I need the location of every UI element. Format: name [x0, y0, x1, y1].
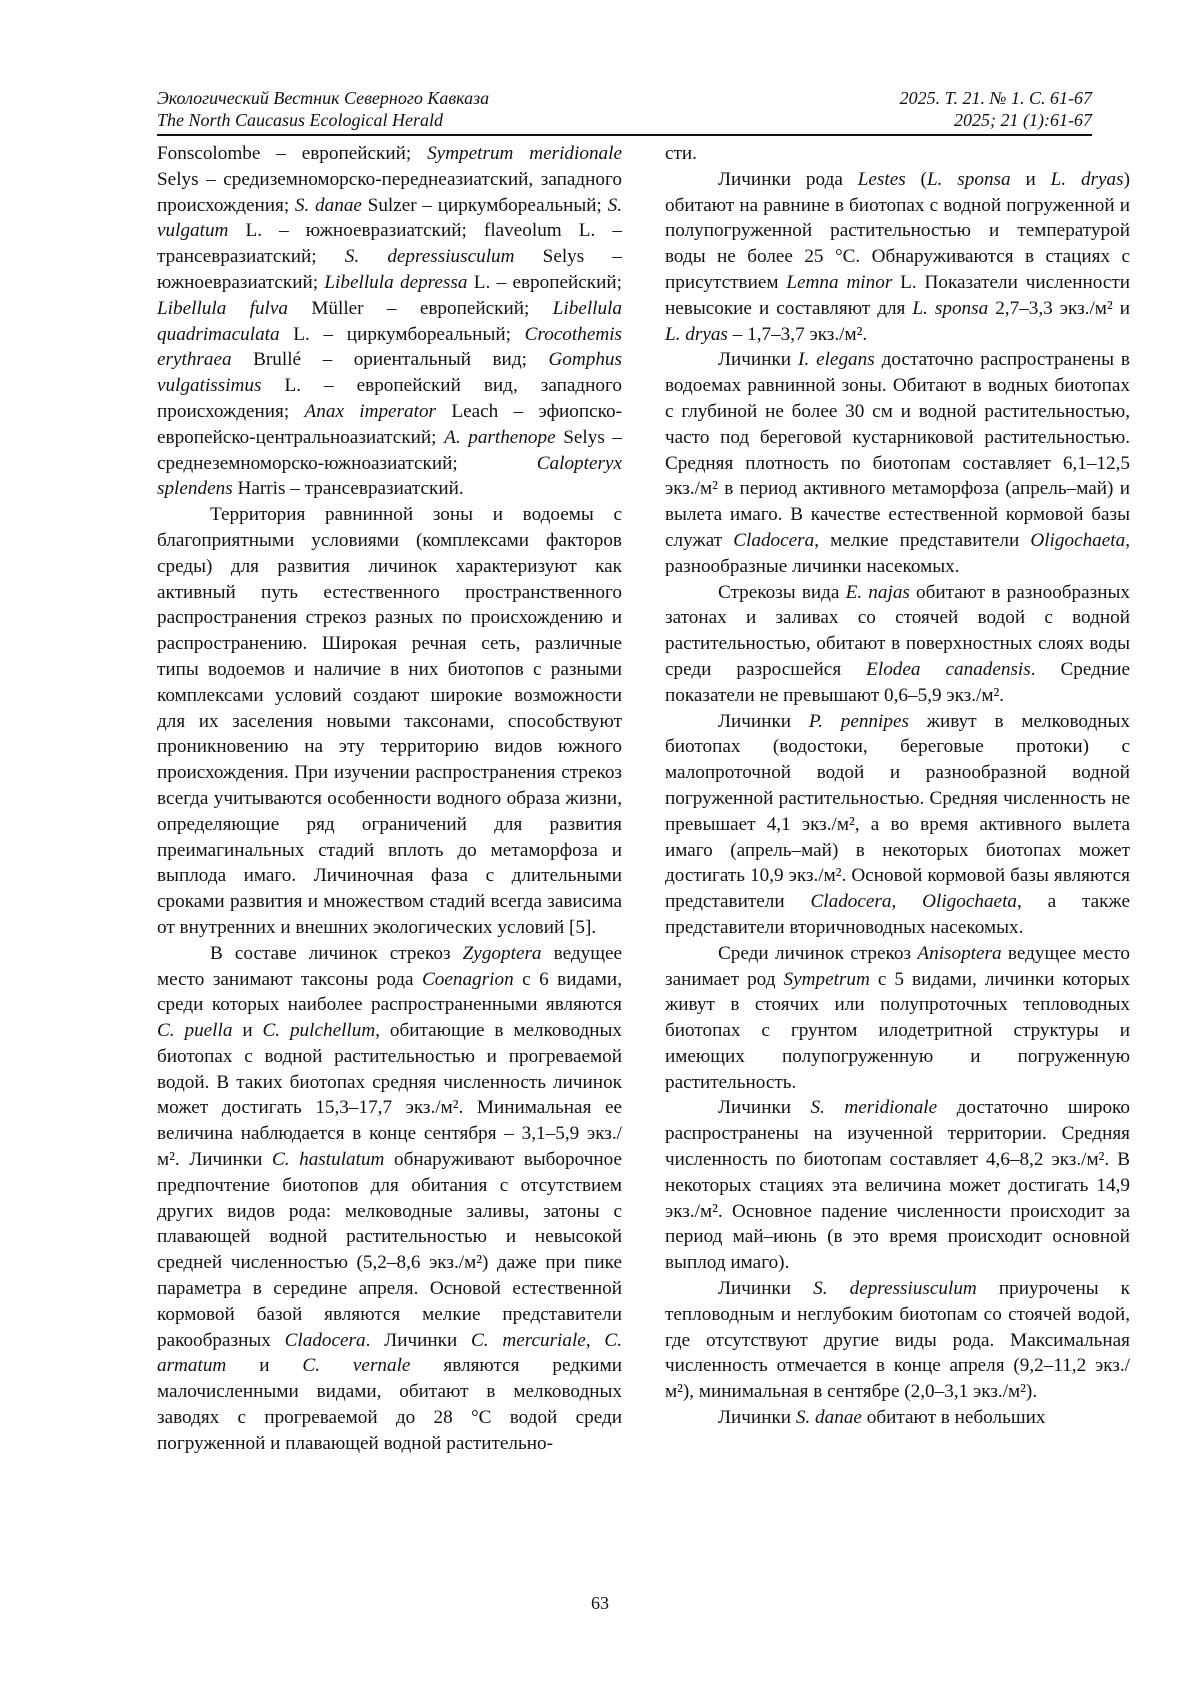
text-run: Личинки [718, 1407, 796, 1429]
text-run: Selys – среднеземноморско-южноазиатский; [157, 426, 622, 474]
text-run: ведущее место занимают таксоны рода [157, 942, 623, 990]
text-run: достаточно широко распространены на изученной территории. Средняя численность по биотопам составляет 4,6–8,2 экз./м². В некоторых стациях эта величина может достигать 14,9 экз./м². Основное падение численности происходит за период май–июнь (в это время происходит основной выплод имаго). [665, 1097, 1130, 1274]
text-run: приурочены к тепловодным и неглубоким биотопам со стоячей водой, где отсутствуют другие виды рода. Максимальная численность отмечается в конце апреля (9,2–11,2 экз./м²), минимальная в сентябре (2,0–3,1 экз./м²). [665, 1278, 1130, 1403]
text-run: Brullé – ориентальный вид; [231, 349, 549, 371]
left-column [157, 141, 622, 1457]
text-run: L. – циркумбореальный; [279, 323, 525, 345]
text-run: Fonscolombe – европейский; [157, 143, 428, 164]
paragraph-species-list [157, 141, 622, 502]
taxon-name: L. sponsa [926, 168, 1011, 190]
taxon-name: L. sponsa [912, 297, 989, 319]
text-run: , [891, 891, 923, 913]
text-run: с 6 видами, среди которых наиболее распространенными являются [157, 968, 622, 1016]
text-run: Стрекозы вида [718, 581, 846, 603]
text-run: , разнообразные личинки насекомых. [665, 529, 1131, 577]
taxon-name: Anax imperator [304, 400, 437, 422]
taxon-name: P. pennipes [808, 710, 909, 732]
taxon-name: Libellula quadrimaculata [157, 297, 622, 345]
taxon-name: S. danae [294, 194, 362, 216]
page-number: 63 [591, 1593, 609, 1613]
taxon-name: S. depressiusculum [344, 246, 515, 268]
taxon-name: Oligochaeta [922, 891, 1017, 913]
header-row-en [157, 109, 1092, 131]
text-run: . Средние показатели не превышают 0,6–5,9 экз./м². [665, 658, 1130, 706]
taxon-name: C. mercuriale [471, 1329, 586, 1351]
taxon-name: A. parthenope [444, 426, 556, 448]
text-run: Личинки [718, 710, 809, 732]
taxon-name: Anisoptera [917, 942, 1002, 964]
taxon-name: Crocothemis erythraea [157, 323, 622, 371]
text-run: Müller – европейский; [288, 297, 553, 319]
text-run: , мелкие представители [814, 529, 1031, 551]
paragraph-s-meridionale [665, 1095, 1130, 1276]
paragraph-zygoptera [157, 941, 622, 1457]
paragraph-s-danae [665, 1405, 1130, 1431]
taxon-name: E. najas [845, 581, 910, 603]
text-run: Harris – трансевразиатский. [232, 478, 464, 500]
text-run: Selys – южноевразиатский; [157, 246, 622, 293]
text-run: ведущее место занимает род [665, 942, 1130, 990]
text-run: Личинки [718, 349, 798, 371]
right-column [665, 141, 1130, 1431]
text-run: являются редкими малочисленными видами, обитают в мелководных заводях с прогреваемой до 28 °С водой среди погруженной и плавающей водной растительно- [157, 1355, 622, 1454]
text-run: L. – европейский вид, западного происхождения; [157, 375, 622, 422]
text-run: . Личинки [365, 1329, 471, 1351]
taxon-name: Calopteryx splendens [157, 452, 622, 500]
header-divider [157, 134, 1092, 136]
paragraph-continuation [665, 141, 1130, 167]
taxon-name: L. dryas [1050, 168, 1124, 190]
taxon-name: Sympetrum [783, 968, 870, 990]
text-run: Личинки рода [718, 168, 858, 190]
text-run: обитают в небольших [861, 1407, 1046, 1429]
journal-title-ru: Экологический Вестник Северного Кавказа [157, 88, 490, 108]
text-run: Среди личинок стрекоз [718, 942, 918, 964]
taxon-name: Cladocera [733, 529, 815, 551]
paragraph-s-depressiusculum [665, 1276, 1130, 1405]
text-run: сти. [665, 143, 697, 164]
taxon-name: Gomphus vulgatissimus [157, 349, 622, 397]
taxon-name: Elodea canadensis [866, 658, 1031, 680]
text-run: L. Показатели численности невысокие и составляют для [665, 271, 1131, 319]
taxon-name: Lemna minor [786, 271, 893, 293]
taxon-name: C. pulchellum [262, 1020, 376, 1042]
text-run: и [232, 1020, 263, 1042]
taxon-name: C. hastulatum [271, 1149, 385, 1171]
paragraph-p-pennipes [665, 709, 1130, 941]
paragraph-lestes [665, 167, 1130, 348]
text-run: живут в мелководных биотопах (водостоки, береговые протоки) с малопроточной водой и разнообразной водной погруженной растительностью. Средняя численность не превышает 4,1 экз./м², а во время активного вылета имаго (апрель–май) в некоторых биотопах может достигать 10,9 экз./м². Основой кормовой базы являются представители [665, 710, 1130, 913]
paragraph-anisoptera [665, 941, 1130, 1096]
text-run: и [226, 1355, 303, 1377]
taxon-name: C. vernale [302, 1355, 411, 1377]
paragraph-i-elegans [665, 347, 1130, 579]
text-run: L. – европейский; [467, 271, 622, 293]
text-run: Selys – средиземноморско-переднеазиатский, западного происхождения; [157, 168, 622, 216]
text-run: Sulzer – циркумбореальный; [361, 194, 608, 216]
text-run: В составе личинок стрекоз [210, 942, 463, 964]
text-run: – 1,7–3,7 экз./м². [727, 323, 868, 345]
taxon-name: Libellula depressa [324, 271, 468, 293]
text-run: Личинки [718, 1097, 811, 1119]
taxon-name: S. danae [795, 1407, 862, 1429]
taxon-name: I. elegans [797, 349, 875, 371]
text-run: , [585, 1329, 605, 1351]
citation-en: 2025; 21 (1):61-67 [954, 110, 1092, 130]
text-run: достаточно распространены в водоемах равнинной зоны. Обитают в водных биотопах с глубиной не более 30 см и водной растительностью, часто под береговой кустарниковой растительностью. Средняя плотность по биотопам составляет 6,1–12,5 экз./м² в период активного метаморфоза (апрель–май) и вылета имаго. В качестве естественной кормовой базы служат [665, 349, 1130, 551]
taxon-name: Sympetrum meridionale [427, 143, 622, 164]
running-header [157, 87, 1092, 131]
text-run: , а также представители вторичноводных насекомых. [665, 891, 1130, 938]
text-run: ) обитают на равнине в биотопах с водной погруженной и полупогруженной растительностью и температурой воды не более 25 °С. Обнаруживаются в стациях с присутствием [665, 168, 1130, 293]
text-run: Leach – эфиопско-европейско-центральноазиатский; [157, 400, 622, 448]
paragraph-plain-zone [157, 502, 622, 941]
taxon-name: S. vulgatum [157, 194, 622, 242]
text-run: ( [905, 168, 927, 190]
taxon-name: S. depressiusculum [813, 1278, 977, 1300]
taxon-name: C. armatum [157, 1329, 622, 1377]
taxon-name: Coenagrion [422, 968, 514, 990]
text-run: с 5 видами, личинки которых живут в стоячих или полупроточных тепловодных биотопах с грунтом илодетритной структуры и имеющих полупогруженную и погруженную растительность. [665, 968, 1130, 1093]
paragraph-e-najas [665, 580, 1130, 709]
text-run: L. – южноевразиатский; flaveolum L. – трансевразиатский; [157, 220, 622, 268]
text-run: и [1010, 168, 1051, 190]
text-run: 2,7–3,3 экз./м² и [988, 297, 1130, 319]
taxon-name: S. meridionale [810, 1097, 938, 1119]
text-run: Личинки [718, 1278, 814, 1300]
text-run: , обитающие в мелководных биотопах с водной растительностью и прогреваемой водой. В таких биотопах средняя численность личинок может достигать 15,3–17,7 экз./м². Минимальная ее величина наблюдается в конце сентября – 3,1–5,9 экз./м². Личинки [157, 1020, 622, 1171]
taxon-name: Cladocera [284, 1329, 366, 1351]
journal-title-en: The North Caucasus Ecological Herald [157, 110, 443, 130]
taxon-name: Cladocera [810, 891, 892, 913]
taxon-name: Oligochaeta [1030, 529, 1126, 551]
taxon-name: Libellula fulva [157, 297, 288, 319]
taxon-name: L. dryas [665, 323, 728, 345]
taxon-name: Zygoptera [462, 942, 542, 964]
taxon-name: Lestes [857, 168, 906, 190]
text-run: Территория равнинной зоны и водоемы с благоприятными условиями (комплексами факторов среды) для развития личинок характеризуют как активный путь естественного пространственного распространения стрекоз разных по происхождению и распространению. Широкая речная сеть, различные типы водоемов и наличие в них биотопов с разными комплексами условий создают широкие возможности для их заселения новыми таксонами, способствуют проникновению на эту территорию видов южного происхождения. При изучении распространения стрекоз всегда учитываются особенности водного образа жизни, определяющие ряд ограничений для развития преимагинальных стадий вплоть до метаморфоза и выплода имаго. Личиночная фаза с длительными сроками развития и множеством стадий всегда зависима от внутренних и внешних экологических условий [5]. [157, 504, 622, 938]
text-run: обнаруживают выборочное предпочтение биотопов для обитания с отсутствием других видов рода: мелководные заливы, затоны с плавающей водной растительностью и невысокой средней численностью (5,2–8,6 экз./м²) даже при пике параметра в середине апреля. Основой естественной кормовой базой являются мелкие представители ракообразных [157, 1149, 622, 1351]
citation-ru: 2025. Т. 21. № 1. С. 61-67 [899, 88, 1092, 108]
taxon-name: C. puella [157, 1020, 233, 1042]
text-run: обитают в разнообразных затонах и заливах со стоячей водой с водной растительностью, обитают в поверхностных слоях воды среди разросшейся [665, 581, 1131, 680]
header-row-ru [157, 87, 1092, 109]
